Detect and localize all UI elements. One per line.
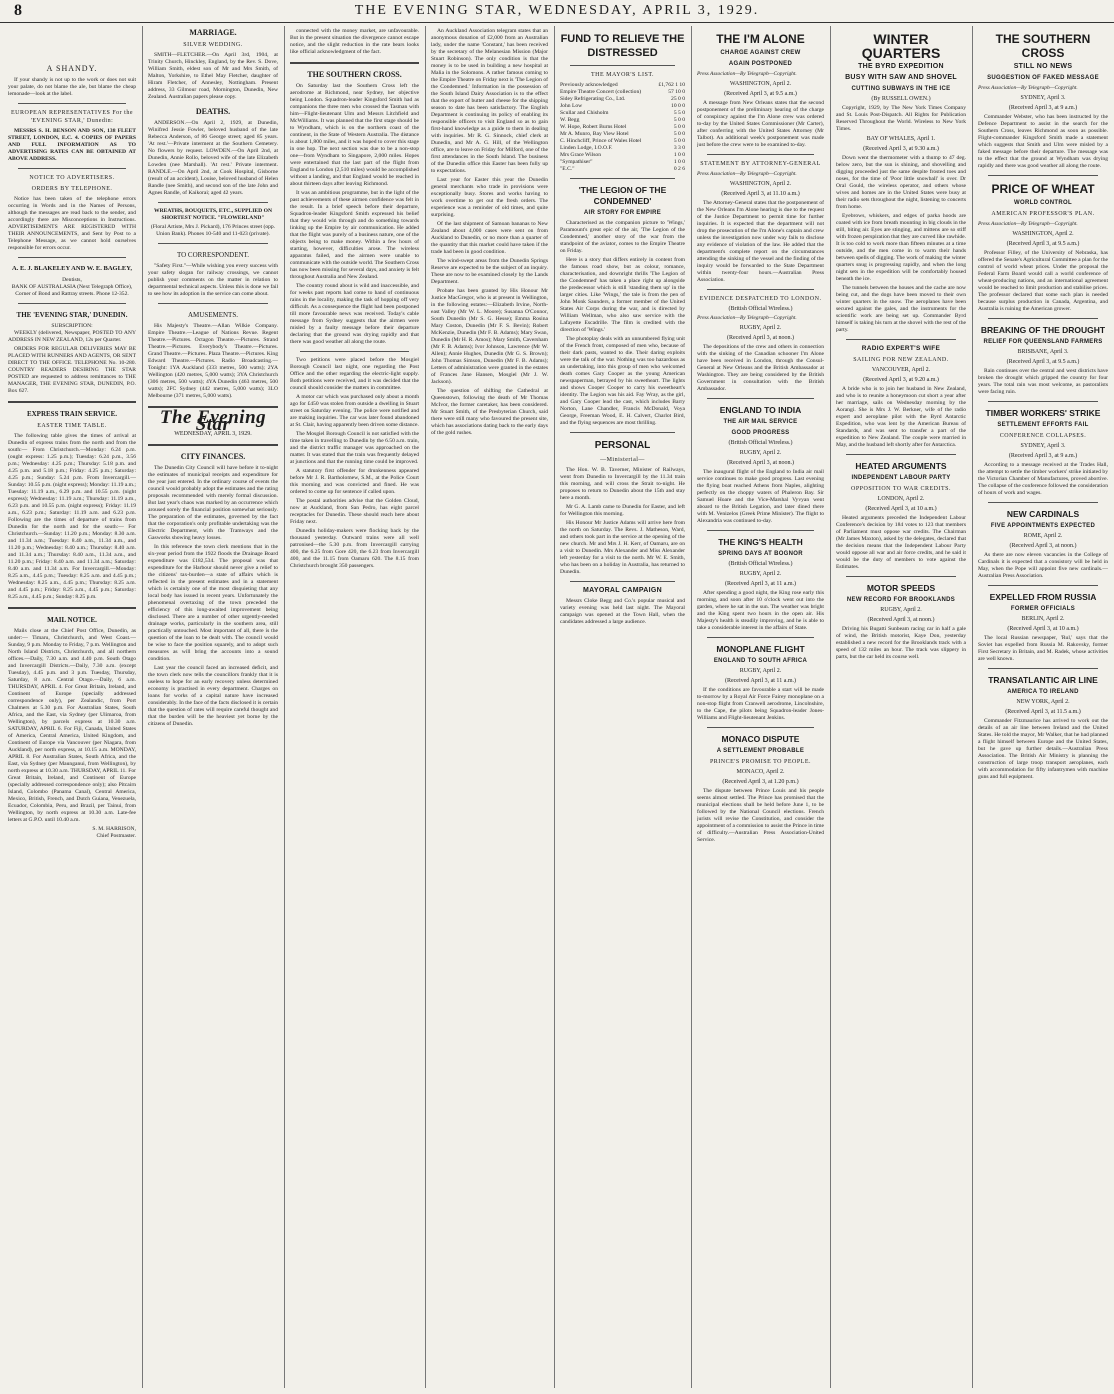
fund-row	[560, 117, 685, 124]
received: (Received April 3, at 9.30 a.m.)	[863, 146, 939, 152]
finances-title: CITY FINANCES.	[180, 452, 246, 461]
winter-sub3: CUTTING SUBWAYS IN THE ICE	[851, 86, 951, 92]
fund-row	[560, 145, 685, 152]
fund-amount: 57 10 0	[668, 89, 685, 95]
evening-star-logo: The Evening Star	[159, 407, 267, 435]
para-train: The Mosgiel Borough Council is not satisfied with the time taken in travelling to Dunedin by the 6.50 a.m. train, and the district traffic manager was approached on the matter. It was stated that the train was frequently delayed at junctions and that the running time could be improved.	[290, 431, 419, 465]
fund-donor: John Low	[560, 103, 583, 109]
cross-body-2: It was an ambitious programme, but in the light of the past achievements of these airmen confidence was felt in the result. In a brief speech before their departure, Squadron-leader Kingsford Smith expressed his belief that they would win through and do something towards linking up the Empire by air communication. He added that the flight was purely of a business nature, one of the objects being to make money. Within a few hours of starting, however, difficulties arose. The wireless apparatus failed, and the airmen were unable to communicate with the outside world. The Southern Cross has now been missing for several days, and anxiety is felt throughout Australia and New Zealand.	[290, 190, 419, 280]
dateline: BAY OF WHALES, April 1.	[866, 136, 936, 142]
column-rule	[972, 26, 973, 1388]
wireless-credit: (British Official Wireless.)	[728, 561, 793, 567]
received: (Received April 3, at 9.5 a.m.)	[1006, 359, 1080, 365]
personal-body-1: The Hon. W. B. Taverner, Minister of Railways, went from Dunedin to Invercargill by the 11.34 train this morning, and will cross the Strait to-night. He proposes to return to Dunedin about the 15th and stay here a month.	[560, 467, 685, 501]
fund-row	[560, 124, 685, 131]
dateline: ROME, April 2.	[1023, 533, 1063, 539]
transatlantic-body: Commander Fitzmaurice has arrived to work out the details of an air line between Ireland and the United States. He told the mayor, Mr Walker, that he had planned a flight himself between Europe and the United States, but he gave up further details.—Australian Press Association. The British Air Ministry is planning the construction of large troop transport aeroplanes, each with accommodation for fifty infantrymen with machine guns and full equipment.	[978, 718, 1108, 780]
column-6	[697, 26, 824, 1388]
legion-sub: AIR STORY FOR EMPIRE	[583, 210, 662, 216]
col4-intro: An Auckland Association telegram states that an anonymous donation of £2,000 from an Australian lady, under the name 'Constant,' has been received by the secretary of the Melanesian Mission (Major Stuart Robinson). The only condition is that the money is to be used in building a new hospital at Malia in the Solomons. A rather famous coming to the Empire Theatre on Friday next is 'The Legion of the Condemned.' Information in the possession of the South Island Dairy Association is to the effect that the export of butter and cheese for the shipping season to date has been satisfactory. The English Department is continuing its policy of enabling its responsible officers to visit England so as to gain first-hand knowledge as a guide to them in dealing with inquiries. Mr R. G. Sinnock, chief clerk at Dunedin, and Mr A. G. Hill, of the Wellington office, are to leave on Friday for Milford, one of the first attendances in the South Island. The business of the Dunedin office this Easter has been fully up to expectations.	[431, 28, 548, 174]
fund-row	[560, 159, 685, 166]
europe-title: EUROPEAN REPRESENTATIVES For the 'EVENING STAR,' Dunedin:	[10, 110, 134, 124]
received: (Received April 3, at noon.)	[1009, 543, 1077, 549]
india-sub2: GOOD PROGRESS	[731, 430, 790, 436]
fund-donor: Mrs Grace Wilson	[560, 152, 601, 158]
personal-body-3: His Honour Mr Justice Adams will arrive here from the north on Saturday. The Revs. J. Matheson, Ward, and others took part in the service at the opening of the new church. Mr and Mrs J. H. Kerr, of Oamaru, are on a visit to Dunedin. Mrs Alexander and Miss Alexander left yesterday for a visit to the north. Mr W. E. Smith, who has been on a holiday in Australia, has returned to Dunedin.	[560, 520, 685, 575]
personal-title: PERSONAL	[594, 440, 651, 451]
evidence-body: The depositions of the crew and others in connection with the sinking of the Canadian schooner I'm Alone have been received in London, through the Consul-General at New Orleans and the British Ambassador at Washington. They are being considered by the British Government in consultation with the British Ambassador.	[697, 344, 824, 392]
monaco-body: The dispute between Prince Louis and his people seems almost settled. The Prince has promised that the municipal elections shall be held before June 1, to be followed by the National Council elections. French jurists will revise the Constitution, and consider the appointment of a commission to assist the Prince in time of difficulty.—Australian Press Association-United Service.	[697, 788, 824, 843]
dentist-name: A. E. J. BLAKELEY AND W. E. BAGLEY,	[12, 265, 132, 272]
fund-donor: Sidey Refrigerating Co., Ltd.	[560, 96, 626, 102]
dateline: MONACO, April 2.	[736, 769, 785, 775]
dateline: RUGBY, April 2.	[739, 325, 782, 331]
radio-body: A bride who is to join her husband in New Zealand, and who is to reunite a honeymoon cut short a year after her marriage, sails on Wednesday morning by the Aorangi. She is Mrs J. W. Berkner, wife of the radio expert and aeroplane pilot with the Byrd Antarctic Expedition, who was lent by the American Bureau of Standards, and was sent to transfer a part of the expedition to New Zealand. The couple were married in May, and the husband left shortly after for Antarctica.	[836, 386, 966, 448]
credit: Press Association—By Telegraph—Copyright.	[697, 171, 797, 177]
finances-body-3: Last year the council faced an increased deficit, and the town clerk now tells the councillors frankly that it is useless to hope for an early recovery unless determined economy is practised in every department. Charges on loans for works of a capital nature have increased considerably. In the face of the facts disclosed it is certain that the question of rates will require careful thought and that the burden will be the heaviest yet borne by the citizens of Dunedin.	[148, 665, 278, 727]
cross-body-3: The country round about is wild and inaccessible, and for weeks past reports had come to hand of continuous rains in the locality, making the task of hopping off very difficult. As a consequence the flight had been postponed till more favourable news was received. Today's cable message from Sydney suggests that the airmen were misled by a faulty message before their departure declaring that the ground was drying rapidly and that there was good weather all along the route.	[290, 283, 419, 345]
fund-amount: £1,762 1 10	[658, 82, 685, 88]
para-motor-car: A motor car which was purchased only about a month ago for £450 was stolen from outside a dwelling in Stuart street on Saturday evening. The police were notified and are making inquiries. The car was later found abandoned at St. Clair, having apparently been driven some distance.	[290, 394, 419, 428]
received: (Received April 3, at 11 a.m.)	[724, 678, 797, 684]
fund-donor: "E.C."	[560, 166, 575, 172]
express-title: EXPRESS TRAIN SERVICE.	[26, 410, 118, 418]
column-rule	[691, 26, 692, 1388]
fund-amount: 10 0 0	[671, 103, 685, 109]
dateline: RUGBY, April 2.	[739, 668, 782, 674]
fund-amount: 5 0 0	[673, 117, 685, 123]
wheat-sub2: AMERICAN PROFESSOR'S PLAN.	[991, 211, 1095, 217]
column-rule	[142, 26, 143, 1388]
fund-amount: 25 0 0	[671, 96, 685, 102]
para-petitions: Two petitions were placed before the Mosgiel Borough Council last night, one regarding the Post Office and the other regarding the electric-light supply. Both petitions were received, and it was decided that the council should consider the matters in committee.	[290, 357, 419, 391]
dateline: BRISBANE, April 3.	[1017, 349, 1069, 355]
received: (Received April 3, at 11 a.m.)	[724, 581, 797, 587]
notice-title: NOTICE TO ADVERTISERS.	[29, 175, 115, 181]
finances-body-2: In this reference the town clerk mentions that in the six-year period from the 1922 floods the Drainage Board expenditure was £182,534. The proposal was that expenditure for the Harbour should never give a relief to the citizens' tax-burden—a state of affairs which is reflected in the present estimates and in a statement which is certainly one of the most disquieting that any local body has issued in recent years. Unfortunately the phenomenal overtaxing of the town preceded the efficiency of this long-awaited improvement being disclosed. There are a number of other urgently-needed drainage works, particularly in the southern area, still practically untouched. Most important of all, there is the question of the loan to be dealt with. The council would be wise to face the position squarely, and to adopt such measures as will bring the accounts into a sound condition.	[148, 544, 278, 662]
india-body: The inaugural flight of the England to India air mail service continues to make good progress. Last evening the flying boat reached Athens from Naples, alighting perfectly on the choppy waters of Phaleron Bay. Sir Samuel Hoare and the Vice-Marshal Vyvyan went aboard to the British Legation, and later dined there with M. Venizelos (Greek Prime Minister). The flight to Alexandria was continued to-day.	[697, 469, 824, 524]
cross-body-1: On Saturday last the Southern Cross left the aerodrome at Richmond, near Sydney, her objective being London. Squadron-leader Kingsford Smith had as companions the three men who crossed the Tasman with him—Flight-lieutenant Ulm and Messrs Litchfield and McWilliams. It was planned that the first stage should be to Wyndham, which is on the northern coast of the continent, in the State of Western Australia. The distance is about 1,800 miles, and it was hoped to cover this stage in one hop. The next section was due to be a non-stop one—from Wyndham to Singapore, 2,000 miles. Hopes were entertained that the last part of the flight from England to London (2,510 miles) would be accomplished without a landing, and that England would be reached in about thirteen days after leaving Richmond.	[290, 83, 419, 187]
credit: Press Association—By Telegraph—Copyright.	[697, 315, 797, 321]
fund-row	[560, 89, 685, 96]
legion-body-3: The photoplay deals with an unnumbered flying unit of the French front, composed of men who, because of their dark pasts, wanted to die. Their daring exploits were the talk of the war. Nothing was too hazardous as an undertaking, into this group of men who welcomed death comes Gary Cooper as the young American newspaperman, betrayed by his sweetheart. The lights and shows Cooper Cooper to carry his sweetheart's identity. The Legion was his aid. Fay Wray, as the girl, and Gary Cooper lead the cast, which includes Barry Norton, Lane Chandler, Francis McDonald, Voya George, Freeman Wood, E. H. Calvert, Charlot Bird, and the flying sequences are most thrilling.	[560, 336, 685, 426]
india-sub: THE AIR MAIL SERVICE	[723, 419, 798, 425]
fund-row	[560, 131, 685, 138]
mail-sign-name: S. M. HARRISON,	[92, 826, 136, 832]
alone-sub: CHARGE AGAINST CREW	[720, 50, 801, 56]
fund-donor: Scullar and Chisholm	[560, 110, 609, 116]
fund-donor: Previously acknowledged	[560, 82, 618, 88]
india-title: ENGLAND TO INDIA	[719, 405, 802, 415]
received: (Received April 3, at noon.)	[867, 617, 935, 623]
received: (Received April 3, at 1.20 p.m.)	[722, 779, 799, 785]
received: (Received April 3, at 9.5 a.m.)	[724, 91, 797, 97]
col4-para-5: Probate has been granted by His Honour Mr Justice MacGregor, who is at present in Wellington, in the following estates:—Elizabeth Irvine, North-east Valley (Mr W. L. Moore); Susanna O'Connor, South Dunedin (Mr S. G. Hesse); Emma Rosina Mary Coston, Dunedin (Mr F. S. Bevin); Robert McKenzie, Dunedin (Mr F. B. Adams); Mary Swan, Dunedin (Mr H. R. Amos); Mary Smith, Caversham (Mr F. B. Adams); Ivor Johnson, Lawrence (Mr W. Allen); Annie Hughes, Dunedin (Mr G. S. Brown); John Thomas Simson, Dunedin (Mr F. B. Adams); Letters of administration were granted in the estates of Frances Jane Hansen, Mosgiel (Mr J. W. Jackson).	[431, 288, 548, 385]
telephone-title: ORDERS BY TELEPHONE.	[31, 186, 113, 192]
radio-sub: SAILING FOR NEW ZEALAND.	[853, 357, 949, 363]
fund-table	[560, 82, 685, 173]
fund-donor: W. Begg	[560, 117, 580, 123]
dateline: WASHINGTON, April 2.	[729, 81, 792, 87]
column-8	[978, 26, 1108, 1388]
fund-amount: 1 0 0	[673, 152, 685, 158]
dateline: WASHINGTON, April 2.	[729, 181, 792, 187]
corr-title: TO CORRESPONDENT.	[176, 251, 250, 259]
fund-donor: "Sympathiser"	[560, 159, 593, 165]
personal-sub: —Ministerial—	[600, 457, 645, 463]
dateline: WASHINGTON, April 2.	[1012, 231, 1074, 237]
statement-title: STATEMENT BY ATTORNEY-GENERAL	[700, 161, 821, 167]
marriage-sub: SILVER WEDDING.	[183, 42, 243, 48]
king-body: After spending a good night, the King rose early this morning, and soon after 10 o'clock went out into the garden, where he sat in the sun. The weather was bright and the King spent two hours in the open air. His Majesty's health is steadily improving, and he is able to take a considerable interest in the affairs of State.	[697, 590, 824, 631]
expelled-sub: FORMER OFFICIALS	[1010, 606, 1076, 612]
dentist-address: BANK OF AUSTRALASIA (Next Telegraph Office), Corner of Bond and Rattray streets. Phone 12-352.	[11, 284, 133, 297]
winter-body-3: The tunnels between the houses and the cache are now being cut, and the dogs have been moved to their own winter quarters in the snow. The aeroplanes have been secured against the gales, and the instruments for the scientific work are being set up. Commander Byrd himself is taking his turn at the shovel with the rest of the party.	[836, 285, 966, 333]
received: (Received April 3, at 10 a.m.)	[865, 506, 937, 512]
transatlantic-title: TRANSATLANTIC AIR LINE	[988, 675, 1098, 685]
masthead	[0, 0, 1114, 23]
para-postal: The postal authorities advise that the Golden Cloud, now at Auckland, from San Pedro, has eight parcel receptacles for Dunedin. These should reach here about Friday next.	[290, 498, 419, 525]
fund-row	[560, 110, 685, 117]
deaths-title: DEATHS.	[195, 107, 231, 116]
timber-sub2: CONFERENCE COLLAPSES.	[999, 433, 1087, 439]
shandy-title: A SHANDY.	[46, 64, 98, 73]
winter-title: WINTER QUARTERS	[861, 31, 941, 61]
monaco-sub: A SETTLEMENT PROBABLE	[716, 748, 805, 754]
col4-para-3: Of the last shipment of Samoan bananas to New Zealand about 4,000 cases were sent on from Auckland to Dunedin, or no more than a quarter of the quantity that this market could have taken if the trade had been in good condition.	[431, 221, 548, 255]
dateline: SYDNEY, April 3.	[1020, 95, 1066, 101]
dateline: RUGBY, April 2.	[739, 450, 782, 456]
col4-para-2: Last year for Easter this year the Dunedin general merchants who trade in provisions were exceptionally busy. Stores and works having to work overtime to get out the fresh orders. The experience was a reminder of old times, and quite surprising.	[431, 177, 548, 218]
cardinals-title: NEW CARDINALS	[1006, 509, 1080, 519]
amuse-body: His Majesty's Theatre.—Allan Wilkie Company. Empire Theatre.—League of Nations Revue. Regent Theatre.—Pictures. Octagon Theatre.—Pictures. Strand Theatre.—Pictures. Everybody's Theatre.—Pictures. Grand Theatre.—Pictures. Plaza Theatre.—Pictures. King Edward Theatre.—Pictures. Radio Broadcasting.—Tonight: 1YA Auckland (333 metres, 500 watts); 2YA Wellington (420 metres, 5,000 watts); 3YA Christchurch (306 metres, 500 watts); 4YA Dunedin (463 metres, 500 watts); 2FC Sydney (442 metres, 5,000 watts); 3LO Melbourne (371 metres, 5,000 watts).	[148, 323, 278, 399]
star-sub-body: WEEKLY (delivered, Newspaper, POSTED TO ANY ADDRESS IN NEW ZEALAND, 12s per Quarter.	[8, 330, 136, 343]
motor-title: MOTOR SPEEDS	[866, 583, 936, 593]
wireless-credit: (British Official Wireless.)	[728, 306, 793, 312]
column-4	[431, 26, 548, 1388]
alone-sub2: AGAIN POSTPONED	[728, 61, 793, 67]
fund-donor: W. Hope, Robert Burns Hotel	[560, 124, 627, 130]
received: (Received April 3, at 9.20 a.m.)	[863, 377, 939, 383]
credit: Press Association—By Telegraph—Copyright.	[978, 85, 1078, 91]
received: (Received April 3, at noon.)	[727, 460, 794, 466]
received: (Received April 3, at 11.5 a.m.)	[1005, 709, 1081, 715]
star-title: THE 'EVENING STAR,' DUNEDIN.	[16, 311, 128, 319]
fund-donor: Mr A. Munro, Bay View Hotel	[560, 131, 629, 137]
wireless-credit: (British Official Wireless.)	[728, 440, 793, 446]
fund-donor: Linden Lodge, I.O.O.F.	[560, 145, 613, 151]
marriage-body: SMITH—FLETCHER.—On April 3rd, 1904, at Trinity Church, Hinckley, England, by the Rev. S. Dove, William Smith, eldest son of Mr and Mrs Smith, of Malton, Yorkshire, to Ethel May Fletcher, daughter of Hiram Fletcher, of Annesley, Nottingham. Present address, 33 Gilmour road, Mornington, Dunedin, New Zealand. Australian papers please copy.	[148, 52, 278, 100]
amuse-title: AMUSEMENTS.	[188, 311, 238, 319]
evidence-title: EVIDENCE DESPATCHED TO LONDON.	[699, 296, 822, 302]
dateline: LONDON, April 2.	[877, 496, 925, 502]
king-title: THE KING'S HEALTH	[718, 537, 803, 547]
mail-sign-title: Chief Postmaster.	[96, 833, 136, 839]
fund-row	[560, 138, 685, 145]
winter-body-1: Down went the thermometer with a thump to 47 deg. below zero, but the sun is shining, and shovelling and digging proceeded just the same despite frosted toes and noses, for the time of 'Poor little snowball' is over. Dr Oral Gould, the wireless operator, and others whose wives and homes are in the United States were busy at their radio sets throughout the night, listening to concerts from home.	[836, 155, 966, 210]
column-rule	[425, 26, 426, 1388]
europe-body: MESSRS S. H. BENSON AND SON, 138 FLEET STREET, LONDON, E.C. 4. COPIES OF PAPERS AND FULL INFORMATION AS TO ADVERTISING RATES CAN BE OBTAINED AT ABOVE ADDRESS.	[8, 128, 136, 162]
radio-title: RADIO EXPERT'S WIFE	[861, 345, 941, 352]
masthead-title: THE EVENING STAR, WEDNESDAY, APRIL 3, 1929.	[354, 3, 760, 18]
timber-body: According to a message received at the Trades Hall, the attempt to settle the timber workers' strike initiated by the Victorian Chamber of Manufactures, proved abortive. The collapse of the conference followed the consideration of hours of work and wages.	[978, 462, 1108, 496]
byline: (By RUSSELL OWEN.)	[871, 96, 931, 102]
expelled-title: EXPELLED FROM RUSSIA	[989, 592, 1097, 602]
monaco-sub2: PRINCE'S PROMISE TO PEOPLE.	[709, 759, 812, 765]
received: (Received April 3, at 9.5 a.m.)	[1006, 241, 1080, 247]
dentist-role: Dentists,	[62, 277, 82, 283]
page-number: 8	[14, 2, 22, 19]
heated-title: HEATED ARGUMENTS	[855, 461, 947, 471]
transatlantic-sub: AMERICA TO IRELAND	[1007, 689, 1079, 695]
para-offender: A statutory first offender for drunkenness appeared before Mr J. R. Bartholomew, S.M., at the Police Court this morning and was convicted and fined. He was ordered to come up for sentence if called upon.	[290, 468, 419, 495]
editorial-date: WEDNESDAY, APRIL 3, 1929.	[174, 431, 252, 437]
column-7	[836, 26, 966, 1388]
mono-sub: ENGLAND TO SOUTH AFRICA	[713, 658, 808, 664]
dateline: NEW YORK, April 2.	[1016, 699, 1070, 705]
telephone-body: Notice has been taken of the telephone errors occurring in Words and in the Names of Persons, although the messages are read back to the sender, and accordingly there are Misconceptions in Instructions. ADVERTISEMENTS ARE REGISTERED WITH THEIR ANNOUNCEMENTS, and Sent by Post to a Telephone Message, as we cannot hold ourselves responsible for errors occur.	[8, 196, 136, 251]
mail-body: Mails close at the Chief Post Office, Dunedin, as under:— Timaru, Christchurch, and West Coast.—Sunday, 9 p.m. Monday to Friday, 7 p.m. Wellington and North Island Districts, Christchurch, and all northern offices.—Daily, 7.30 a.m. and 4.40 p.m. South Otago and Invercargill Districts.—Daily, 7.30 a.m. (except Tuesday), 4.45 p.m. and 3 p.m. Tuesday, Thursday, Saturday, 8 a.m. Central Otago.—Daily, 6 a.m. THURSDAY, APRIL 4. For Great Britain, Ireland, and Continent of Europe (specially addressed correspondence only), per Zealandic, from Port Chalmers at 5.30 p.m. For Australian States, South Africa, and the East, via Sydney (per Ulimaroa, from Wellington), by parcels express at 10.30 a.m. SATURDAY, APRIL 6. For Fiji, Canada, United States of America, Central America, United Kingdom, and Continent of Europe via Vancouver (per Niagara, from Auckland), per north express, at 10.15 a.m. MONDAY, APRIL 8. For Australian States, South Africa, and the East, via Sydney (per Maunganui, from Wellington), by north express at 10.30 a.m. THURSDAY, APRIL 11. For Great Britain, Ireland, and Continent of Europe (specially addressed correspondence only); also Pitcairn Island, Colombo (Panama Canal), Central America, Mexico, British, French, and Dutch Guiana, Venezuela, Ecuador, Colombia, Peru, and Brazil, per Tainui, from Wellington, by north express at 10.30 a.m. Late-fee letters at G.P.O. until 10.40 a.m.	[8, 628, 136, 823]
winter-body-2: Eyebrows, whiskers, and edges of parka hoods are coated with ice from breath mounting in big clouds in the still, biting air. Eyes are stinging, and mittens are so stiff with frozen perspiration that they are curved like rawhide. It is too cold to work more than fifteen minutes at a time outside, and the men come in to warm their hands between spells of digging. The work of making the winter quarters snug is progressing rapidly, and when the long night sets in the expedition will be comfortably housed beneath the ice.	[836, 213, 966, 282]
mayoral-title: MAYORAL CAMPAIGN	[583, 587, 662, 594]
column-2	[148, 26, 278, 1388]
credit: Press Association—By Telegraph—Copyright.	[697, 71, 797, 77]
fund-row	[560, 82, 685, 89]
finances-body-1: The Dunedin City Council will have before it to-night the estimates of municipal receipts and expenditure for the year just entered. In the ordinary course of events the council would probably adopt the estimates and the rating proposals recommended with merely formal discussion. But last year's chaos was marked by an occurrence which aroused sorely the financial position somewhat seriously. The preparation of the estimates, governed by the fact that the corporation's only profitable undertaking was the Electric Department, with the Tramways and the Gasworks showing heavy losses.	[148, 465, 278, 541]
credit: Press Association—By Telegraph—Copyright.	[978, 221, 1078, 227]
dateline: VANCOUVER, April 2.	[871, 367, 931, 373]
cross-body: Commander Webster, who has been instructed by the Defence Department to assist in the search for the Southern Cross, leaves Richmond as soon as possible. Flight-commander Kingsford Smith made a statement which suggests that Smith and Ulm were misled by a faked message before their departure. The message was to the effect that the ground at Wyndham was drying rapidly and there was good weather all along the route.	[978, 114, 1108, 169]
cross-sub2: SUGGESTION OF FAKED MESSAGE	[987, 75, 1099, 81]
fund-title: FUND TO RELIEVE THE DISTRESSED	[560, 33, 685, 59]
star-sub-head: SUBSCRIPTION:	[51, 323, 93, 329]
cross-sub: STILL NO NEWS	[1013, 63, 1073, 70]
fund-amount: 5 0 0	[673, 131, 685, 137]
cardinals-sub: FIVE APPOINTMENTS EXPECTED	[990, 523, 1096, 529]
col3-intro: connected with the money market, are unfavourable. But in the present situation the divergence cannot escape notice, and the slight reduction in the rate bears looks like official acknowledgment of the fact.	[290, 28, 419, 55]
drought-body: Rain continues over the central and west districts have broken the drought which gripped the country for four years. The total rain was most welcome, as pastoralists were facing ruin.	[978, 368, 1108, 395]
column-3	[290, 26, 419, 1388]
dateline: RUGBY, April 2.	[880, 607, 922, 613]
mail-title: MAIL NOTICE.	[47, 616, 97, 624]
marriage-title: MARRIAGE.	[189, 28, 237, 37]
wheat-title: PRICE OF WHEAT	[991, 182, 1095, 196]
monaco-title: MONACO DISPUTE	[721, 734, 800, 744]
column-1	[8, 26, 136, 1388]
motor-sub: NEW RECORD FOR BROOKLANDS	[846, 597, 956, 603]
received: (Received April 3, at 9 a.m.)	[1008, 453, 1078, 459]
heated-sub: INDEPENDENT LABOUR PARTY	[851, 475, 951, 481]
mayoral-body: Messrs Cloke Begg and Co.'s popular musical and variety evening was held last night. The Mayoral campaign was opened at the Town Hall, when the candidates addressed a large audience.	[560, 598, 685, 625]
cardinals-body: As there are now eleven vacancies in the College of Cardinals it is expected that a consistory will be held in May, when the Pope will appoint five new cardinals.—Australian Press Association.	[978, 552, 1108, 579]
column-5	[560, 26, 685, 1388]
col4-para-6: The question of shifting the Cathedral at Queenstown, following the death of Mr Thomas McIvor, the former caretaker, has been considered. Mr Stuart Smith, of the Presbyterian Church, said there were still many who favoured the present site, which has associations dating back to the early days of the gold rushes.	[431, 388, 548, 436]
legion-title: 'THE LEGION OF THE CONDEMNED'	[578, 185, 667, 206]
drought-sub: RELIEF FOR QUEENSLAND FARMERS	[983, 339, 1103, 345]
column-rule	[554, 26, 555, 1388]
winter-sub: THE BYRD EXPEDITION	[858, 63, 944, 70]
wheat-sub: WORLD CONTROL	[1014, 200, 1072, 206]
alone-title: THE I'M ALONE	[716, 32, 805, 46]
personal-body-2: Mr G. A. Lamb came to Dunedin for Easter, and left for Wellington this morning.	[560, 504, 685, 517]
legion-body-2: Here is a story that differs entirely in content from the famous road show, but as colour, romance, characterisation, and downright thrills 'The Legion of the Condemned' has taken a place right up alongside the predecessor which is still 'standing them up' in the larger cities. Like 'Wings,' the tale is from the pen of John Monk Saunders, a former member of the United States Air Corps during the war, and is directed by William Wellman, who also saw service with the Lafayette Escadrille. The film is credited with the direction of 'Wings.'	[560, 257, 685, 333]
received: (Received April 3, at 10 a.m.)	[1007, 626, 1079, 632]
shandy-body: If your shandy is not up to the work or does not suit your palate, do not blame the ale, but blame the cheap lemonade—look at the label.	[8, 77, 136, 97]
mono-body: If the conditions are favourable a start will be made to-morrow by a Royal Air Force Fairey monoplane on a non-stop flight from Cranwell aerodrome, Lincolnshire, to the Cape, the pilots being Squadron-leader Jones-Williams and Flight-lieutenant Jenkins.	[697, 687, 824, 721]
fund-donor: C. Hinchcliff, Prince of Wales Hotel	[560, 138, 642, 144]
para-holiday: Dunedin holiday-makers were flocking back by the thousand yesterday. Outward trains were all well patronised—the 5.30 p.m. from Invercargill carrying 400, the 6.25 from Gore 420, the 6.23 from Invercargill 400, and the 11.15 from Oamaru 620. The 8.15 from Christchurch brought 350 passengers.	[290, 528, 419, 569]
fund-amount: 5 5 0	[673, 110, 685, 116]
column-rule	[284, 26, 285, 1388]
timber-sub: SETTLEMENT EFFORTS FAIL	[997, 422, 1089, 428]
mono-title: MONOPLANE FLIGHT	[716, 644, 805, 654]
dateline: SYDNEY, April 3.	[1020, 443, 1066, 449]
fund-row	[560, 166, 685, 173]
winter-sub2: BUSY WITH SAW AND SHOVEL	[845, 74, 957, 81]
heated-sub2: OPPOSITION TO WAR CREDITS.	[850, 486, 951, 492]
southern-cross-editorial-title: THE SOUTHERN CROSS.	[307, 70, 402, 79]
drought-title: BREAKING OF THE DROUGHT	[980, 325, 1106, 335]
express-body: The following table gives the times of arrival at Dunedin of express trains from the north and from the south:— From Christchurch.—Monday: 6.24 p.m. (ought express: 1.25 p.m.); Tuesday: 6.24 p.m., 3.56 p.m.; Wednesday: 4.25 p.m.; Thursday: 5.18 p.m. and 4.25 p.m. and 5.18 p.m.; Friday: 4.25 p.m.; Saturday: 4.25 p.m.; Sunday: 5.24 p.m. From Invercargill.—Sunday: 10.55 p.m. (night express); Monday: 11.19 a.m.; Tuesday: 11.19 a.m., 6.29 p.m. and 10.55 p.m. (night express); Wednesday: 11.19 a.m.; Thursday: 11.19 a.m., 6.23 p.m. and 10.55 p.m. (night express); Friday: 11.19 a.m., 6.23 p.m.; Saturday: 11.19 a.m. and 6.23 p.m. Following are the times of departure of trains from Dunedin for the north and for the south:— For Christchurch.—Sunday: 11.20 p.m.; Monday: 8.30 a.m. and 11.34 a.m.; Tuesday: 8.40 a.m., 11.34 a.m., and 11.20 p.m.; Wednesday: 8.40 a.m.; Thursday: 8.40 a.m. and 11.34 a.m.; Thursday: 8.40 a.m., 11.34 a.m., and 11.20 p.m.; Friday: 8.40 a.m. and 11.34 a.m.; Saturday: 8.40 a.m. and 11.34 a.m. For Invercargill.—Monday: 8.25 a.m., 4.45 p.m.; Tuesday: 8.25 a.m. and 4.45 p.m.; Wednesday: 8.25 a.m., 4.45 p.m.; Thursday: 8.25 a.m. and 4.45 p.m.; Friday: 8.25 a.m., 4.45 p.m.; Saturday: 8.25 a.m., 4.45 p.m.; Sunday: 8.25 p.m.	[8, 433, 136, 600]
southern-cross-title: THE SOUTHERN CROSS	[995, 32, 1091, 60]
legion-body-1: Characterised as the companion picture to 'Wings,' Paramount's great epic of the air, 'The Legion of the Condemned,' another story of the war from the standpoint of the aviator, comes to the Empire Theatre on Friday.	[560, 220, 685, 254]
statement-body: The Attorney-General states that the postponement of the New Orleans I'm Alone hearing is due to the request of the Justice Department to permit time for further inquiries. It is expected that the department will not drop the prosecution of the I'm Alone's captain and crew unless the investigation now under way fails to disclose any evidence of violation of the law. He added that the department's complete report on the circumstances attending the sinking of the vessel and the finding of the inquiry would be forwarded to the State Department within twenty-four hours.—Australian Press Association.	[697, 200, 824, 283]
expelled-body: The local Russian newspaper, 'Rul,' says that the Soviet has expelled from Russia M. Rakovsky, former First Secretary in Britain, and M. Radek, whose activities are well known.	[978, 635, 1108, 662]
fund-amount: 3 3 0	[673, 145, 685, 151]
heated-body: Heated arguments preceded the Independent Labour Conference's decision by 184 votes to 123 that members of Parliament must oppose war credits. The Chairman (Mr James Maxton), asked by the delegates, declared that the decision means that the Independent Labour Party would oppose all war and air force credits, and he said it would be the duty of members to vote against the Estimates.	[836, 515, 966, 570]
fund-amount: 5 0 0	[673, 124, 685, 130]
deaths-body: ANDERSON.—On April 2, 1929, at Dunedin, Winifred Jessie Fowler, beloved husband of the late Rebecca Anderson, of 86 George street; aged 85 years. 'At rest.'—Private interment at the Southern Cemetery. No flowers by request. LOWDEN.—On April 2nd, at Dunedin, Annie Rollo, beloved wife of the late Elizabeth Lowden (nee Marshall). 'At rest.' Private interment. RANDLE.—On April 2nd, at Cook Hospital, Gisborne (result of an accident), Louise, beloved husband of Helen Randle (nee Smith), and second son of the late John and Agnes Randle, of Kaikorai; aged 42 years.	[148, 120, 278, 196]
regular-orders: ORDERS FOR REGULAR DELIVERIES MAY BE PLACED WITH RUNNERS AND AGENTS, OR SENT DIRECT TO THE OFFICE. TELEPHONE No. 10-280. COUNTRY READERS DESIRING THE STAR POSTED are requested to address remittances to THE MANAGER, THE EVENING STAR, DUNEDIN, P.O. Box 627.	[8, 346, 136, 394]
king-sub: SPRING DAYS AT BOGNOR	[718, 551, 803, 557]
wreaths-body: (Floral Artiste, Mrs J. Pickard), 176 Princes street (opp. Union Bank). Phones 10-540 and 11-023 (private).	[150, 224, 276, 237]
easter-title: EASTER TIME TABLE.	[37, 423, 107, 429]
timber-title: TIMBER WORKERS' STRIKE	[985, 408, 1101, 418]
col4-para-4: The wind-swept areas from the Dunedin Springs Reserve are expected to be the subject of an inquiry. These are now to be examined closely by the Lands Department.	[431, 258, 548, 285]
fund-amount: 0 2 6	[673, 166, 685, 172]
alone-body: A message from New Orleans states that the second postponement of the preliminary hearing of the charge of conspiracy against the I'm Alone crew was ordered to-day by the United States Commissioner (Mr Carter), after conferring with the United States Attorney (Mr Talbot). An additional week's postponement was made just before the crew were to be examined to-day.	[697, 100, 824, 148]
wreaths-title: WREATHS, BOUQUETS, ETC., SUPPLIED ON SHORTEST NOTICE. "FLOWERLAND"	[153, 208, 272, 221]
fund-row	[560, 96, 685, 103]
motor-body: Driving his Bugatti Sunbeam racing car in half a gale of wind, the British motorist, Kaye Don, yesterday established a new record for the Brooklands track with a speed of 132 miles an hour. The track was slippery in parts, but the car held its course well.	[836, 626, 966, 660]
fund-amount: 1 0 0	[673, 159, 685, 165]
wheat-body: Professor Filley, of the University of Nebraska, has offered the Senate's Agricultural Committee a plan for the control of world wheat prices. Under the proposal the Federal Farm Board would call a world conference of wheat-producing nations, and an international agreement would be reached to limit production and stabilise prices. The professor declared that some such plan is needed because surplus production in Canada, Argentina, and Australia is ruining the American grower.	[978, 250, 1108, 312]
fund-donor: Empire Theatre Concert (collection)	[560, 89, 642, 95]
fund-row	[560, 152, 685, 159]
dateline: BERLIN, April 2.	[1021, 616, 1065, 622]
received: (Received April 3, at noon.)	[727, 335, 794, 341]
fund-sub: THE MAYOR'S LIST.	[590, 72, 655, 78]
corr-body: "Safety First."—While wishing you every success with your safety slogan for railway crossings, we cannot publish your comments on the matter in relation to departmental technical aspects. Unless this is done we fail to see how its adoption in the service can come about.	[148, 263, 278, 297]
fund-amount: 5 0 0	[673, 138, 685, 144]
fund-row	[560, 103, 685, 110]
received: (Received April 3, at 9 a.m.)	[1008, 105, 1078, 111]
received: (Received April 3, at 11.10 a.m.)	[721, 191, 800, 197]
copyright: Copyright, 1929, by The New York Times Company and St. Louis Post-Dispatch. All Rights for Publication Reserved Throughout the World. Wireless to New York Times.	[836, 105, 966, 132]
column-rule	[830, 26, 831, 1388]
dateline: RUGBY, April 2.	[739, 571, 782, 577]
